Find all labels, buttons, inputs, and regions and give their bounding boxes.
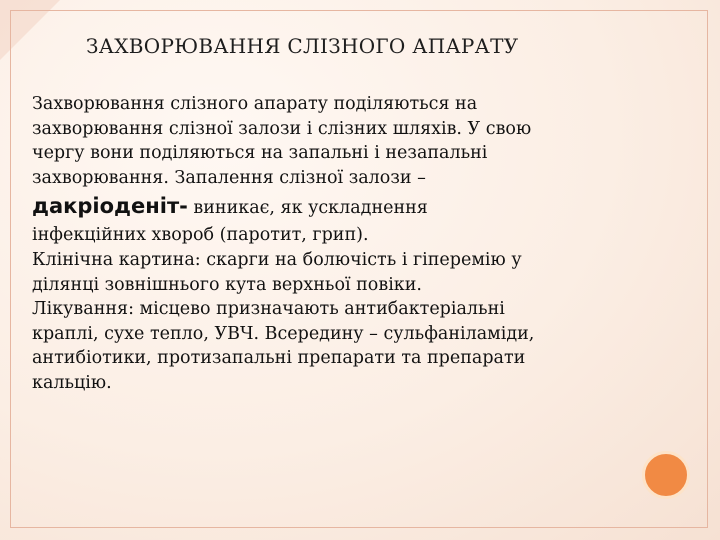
slide-title: ЗАХВОРЮВАННЯ СЛІЗНОГО АПАРАТУ [86,34,519,58]
body-line-9: Лікування: місцево призначають антибактеріальні [32,299,505,320]
body-line-10: краплі, сухе тепло, УВЧ. Всередину – сульфаніламіди, [32,323,535,344]
body-line-11: антибіотики, протизапальні препарати та препарати [32,348,526,369]
term-dacryoadenitis: дакріоденіт- [32,194,188,219]
body-line-1: Захворювання слізного апарату поділяються на [32,94,478,114]
body-line-6: інфекційних хвороб (паротит, грип). [32,225,369,246]
term-continuation: виникає, як ускладнення [187,198,428,219]
body-line-12: кальцію. [32,372,112,393]
body-line-7: Клінічна картина: скарги на болючість і гіперемію у [32,249,522,270]
body-line-term [32,190,682,223]
body-line-3: чергу вони поділяються на запальні і незапальні [32,143,488,164]
orange-circle-decoration [642,451,690,499]
slide-body [32,92,682,396]
body-line-2: захворювання слізної залози і слізних шляхів. У свою [32,118,532,139]
body-line-8: ділянці зовнішнього кута верхньої повіки. [32,274,422,295]
body-line-4: захворювання. Запалення слізної залози – [32,167,426,188]
